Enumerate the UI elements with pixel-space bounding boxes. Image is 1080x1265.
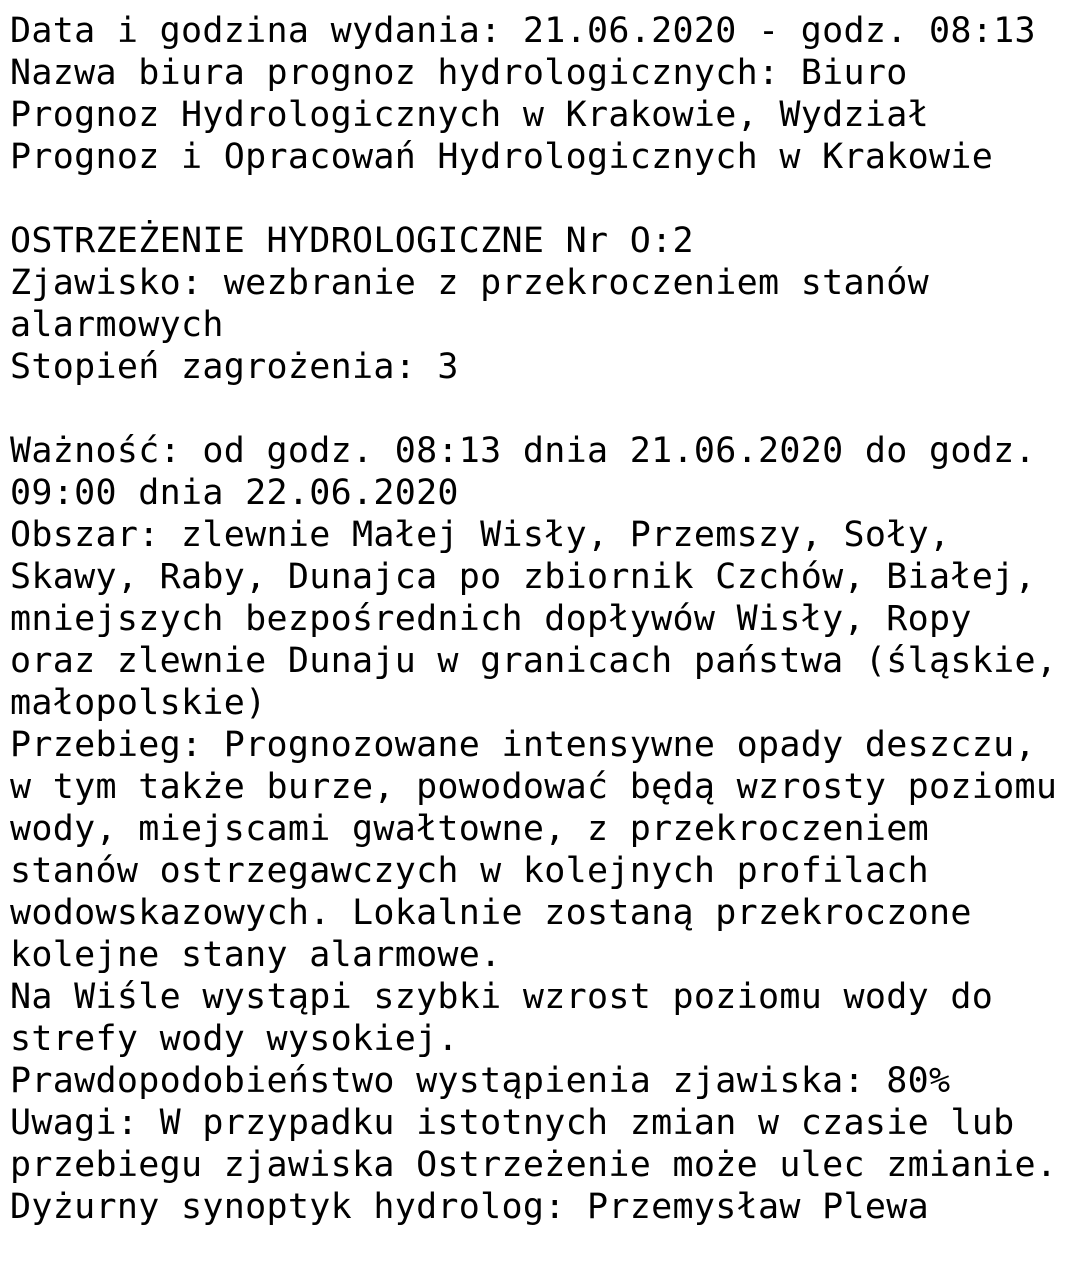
course-line-4: stanów ostrzegawczych w kolejnych profilach bbox=[10, 851, 929, 891]
office-name-line-3: Prognoz i Opracowań Hydrologicznych w Krakowie bbox=[10, 137, 994, 177]
course-line-5: wodowskazowych. Lokalnie zostaną przekroczone bbox=[10, 893, 972, 933]
area-line-5: małopolskie) bbox=[10, 683, 267, 723]
office-name-line-2: Prognoz Hydrologicznych w Krakowie, Wydział bbox=[10, 95, 929, 135]
duty-hydrologist: Dyżurny synoptyk hydrolog: Przemysław Plewa bbox=[10, 1187, 929, 1227]
issue-datetime: Data i godzina wydania: 21.06.2020 - godz. 08:13 bbox=[10, 11, 1036, 51]
threat-level: Stopień zagrożenia: 3 bbox=[10, 347, 459, 387]
course-line-2: w tym także burze, powodować będą wzrosty poziomu bbox=[10, 767, 1058, 807]
remarks-line-2: przebiegu zjawiska Ostrzeżenie może ulec zmianie. bbox=[10, 1145, 1058, 1185]
course-line-3: wody, miejscami gwałtowne, z przekroczeniem bbox=[10, 809, 929, 849]
vistula-line-2: strefy wody wysokiej. bbox=[10, 1019, 459, 1059]
course-line-1: Przebieg: Prognozowane intensywne opady deszczu, bbox=[10, 725, 1036, 765]
area-line-4: oraz zlewnie Dunaju w granicach państwa (śląskie, bbox=[10, 641, 1058, 681]
vistula-line-1: Na Wiśle wystąpi szybki wzrost poziomu wody do bbox=[10, 977, 994, 1017]
area-line-3: mniejszych bezpośrednich dopływów Wisły, Ropy bbox=[10, 599, 972, 639]
validity-line-1: Ważność: od godz. 08:13 dnia 21.06.2020 do godz. bbox=[10, 431, 1036, 471]
validity-line-2: 09:00 dnia 22.06.2020 bbox=[10, 473, 459, 513]
hydrological-warning-document bbox=[10, 10, 1076, 1228]
phenomenon-line-1: Zjawisko: wezbranie z przekroczeniem stanów bbox=[10, 263, 929, 303]
spacer bbox=[10, 178, 1076, 220]
phenomenon-line-2: alarmowych bbox=[10, 305, 224, 345]
probability: Prawdopodobieństwo wystąpienia zjawiska: 80% bbox=[10, 1061, 951, 1101]
spacer bbox=[10, 388, 1076, 430]
area-line-1: Obszar: zlewnie Małej Wisły, Przemszy, Soły, bbox=[10, 515, 951, 555]
area-line-2: Skawy, Raby, Dunajca po zbiornik Czchów, Białej, bbox=[10, 557, 1036, 597]
warning-title: OSTRZEŻENIE HYDROLOGICZNE Nr O:2 bbox=[10, 221, 694, 261]
course-line-6: kolejne stany alarmowe. bbox=[10, 935, 502, 975]
remarks-line-1: Uwagi: W przypadku istotnych zmian w czasie lub bbox=[10, 1103, 1015, 1143]
office-name-line-1: Nazwa biura prognoz hydrologicznych: Biuro bbox=[10, 53, 908, 93]
